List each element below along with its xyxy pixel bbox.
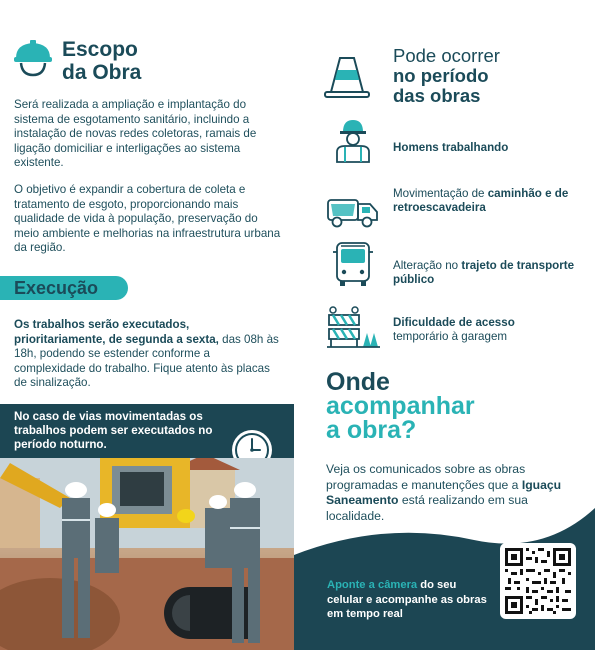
camera-instruction: Aponte a câmera do seu celular e acompanhe as obras em tempo real — [327, 579, 487, 620]
scope-paragraph-2: O objetivo é expandir a cobertura de coleta e tratamento de esgoto, proporcionando mais qualidade de vida à população, preservação do meio ambiente e melhorias na infraestrutura urbana da região. — [14, 183, 281, 255]
risk-truck-text: Movimentação de caminhão e de retroescavadeira — [393, 187, 569, 214]
execution-text: Os trabalhos serão executados, prioritariamente, de segunda a sexta, das 08h às 18h, podendo se estender conforme a complexidade do trabalho. Fique atento às placas de sinalização. — [14, 318, 279, 390]
scope-paragraph-1: Será realizada a ampliação e implantação do sistema de esgotamento sanitário, incluindo a instalação de novas redes coletoras, ramais de ligação domiciliar e interligações ao sistema existente. — [14, 98, 257, 170]
risk-access-text: Dificuldade de acesso temporário à garagem — [393, 316, 515, 343]
workers-photo-illustration — [0, 458, 294, 650]
barrier-icon — [325, 303, 381, 351]
traffic-cone-icon — [322, 52, 372, 102]
truck-icon — [325, 184, 381, 232]
scope-title: Escopo da Obra — [62, 38, 142, 84]
risk-bus-text: Alteração no trajeto de transporte público — [393, 259, 575, 286]
occurrences-title: Pode ocorrer no período das obras — [393, 45, 500, 106]
hardhat-icon — [12, 36, 54, 78]
execution-badge: Execução — [0, 276, 128, 300]
follow-title: Onde acompanhar a obra? — [326, 368, 475, 444]
bus-icon — [325, 240, 381, 288]
qr-code[interactable] — [500, 543, 576, 619]
qr-code-pattern — [505, 548, 571, 614]
worker-icon — [325, 116, 381, 164]
workers-photo — [0, 458, 294, 650]
follow-text: Veja os comunicados sobre as obras programadas e manutenções que a Iguaçu Saneamento está realizando em sua localidade. — [326, 462, 562, 523]
night-work-note: No caso de vias movimentadas os trabalhos podem ser executados no período noturno. — [14, 410, 213, 451]
risk-workers-text: Homens trabalhando — [393, 141, 509, 154]
